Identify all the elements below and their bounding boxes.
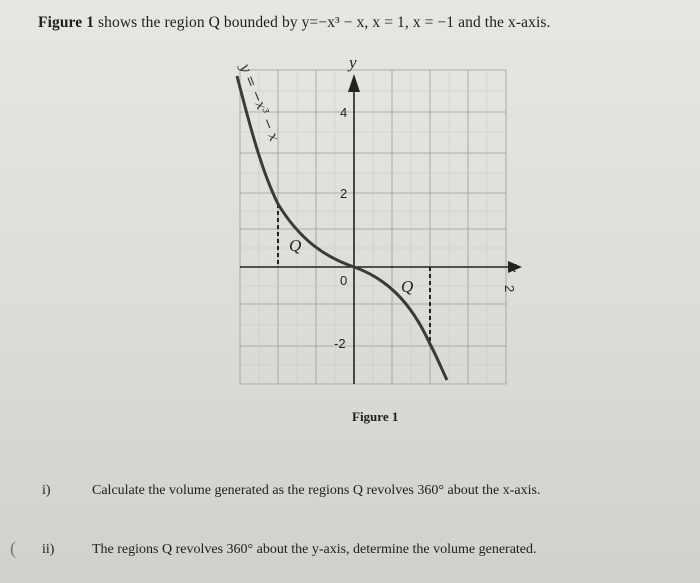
y-axis-label: y: [349, 53, 357, 72]
tick-label-y-2: 2: [340, 186, 348, 201]
tick-label-origin: 0: [340, 273, 348, 288]
tick-label-y-neg-2: -2: [334, 336, 346, 351]
tick-label-x-2: 2: [502, 285, 517, 293]
region-label-left: Q: [289, 236, 302, 255]
problem-statement: [38, 14, 550, 32]
region-label-right: Q: [401, 277, 414, 296]
question-number: i): [42, 483, 51, 498]
y-axis-arrow: [348, 74, 360, 92]
figure-caption: Figure 1: [352, 409, 399, 424]
figure-1-graph: [225, 52, 555, 392]
question-text: The regions Q revolves 360° about the y-axis, determine the volume generated.: [92, 542, 537, 557]
tick-label-y-4: 4: [340, 105, 348, 120]
problem-text: shows the region Q bounded by y=−x³ − x, x = 1, x = −1 and the x-axis.: [98, 14, 551, 31]
curve-label: y = −x³ − x: [236, 61, 282, 144]
question-number: ii): [42, 542, 55, 557]
x-axis-label: x: [509, 257, 517, 276]
margin-mark: (: [10, 538, 16, 558]
figure-reference: Figure 1: [38, 14, 95, 31]
question-text: Calculate the volume generated as the regions Q revolves 360° about the x-axis.: [92, 483, 541, 498]
